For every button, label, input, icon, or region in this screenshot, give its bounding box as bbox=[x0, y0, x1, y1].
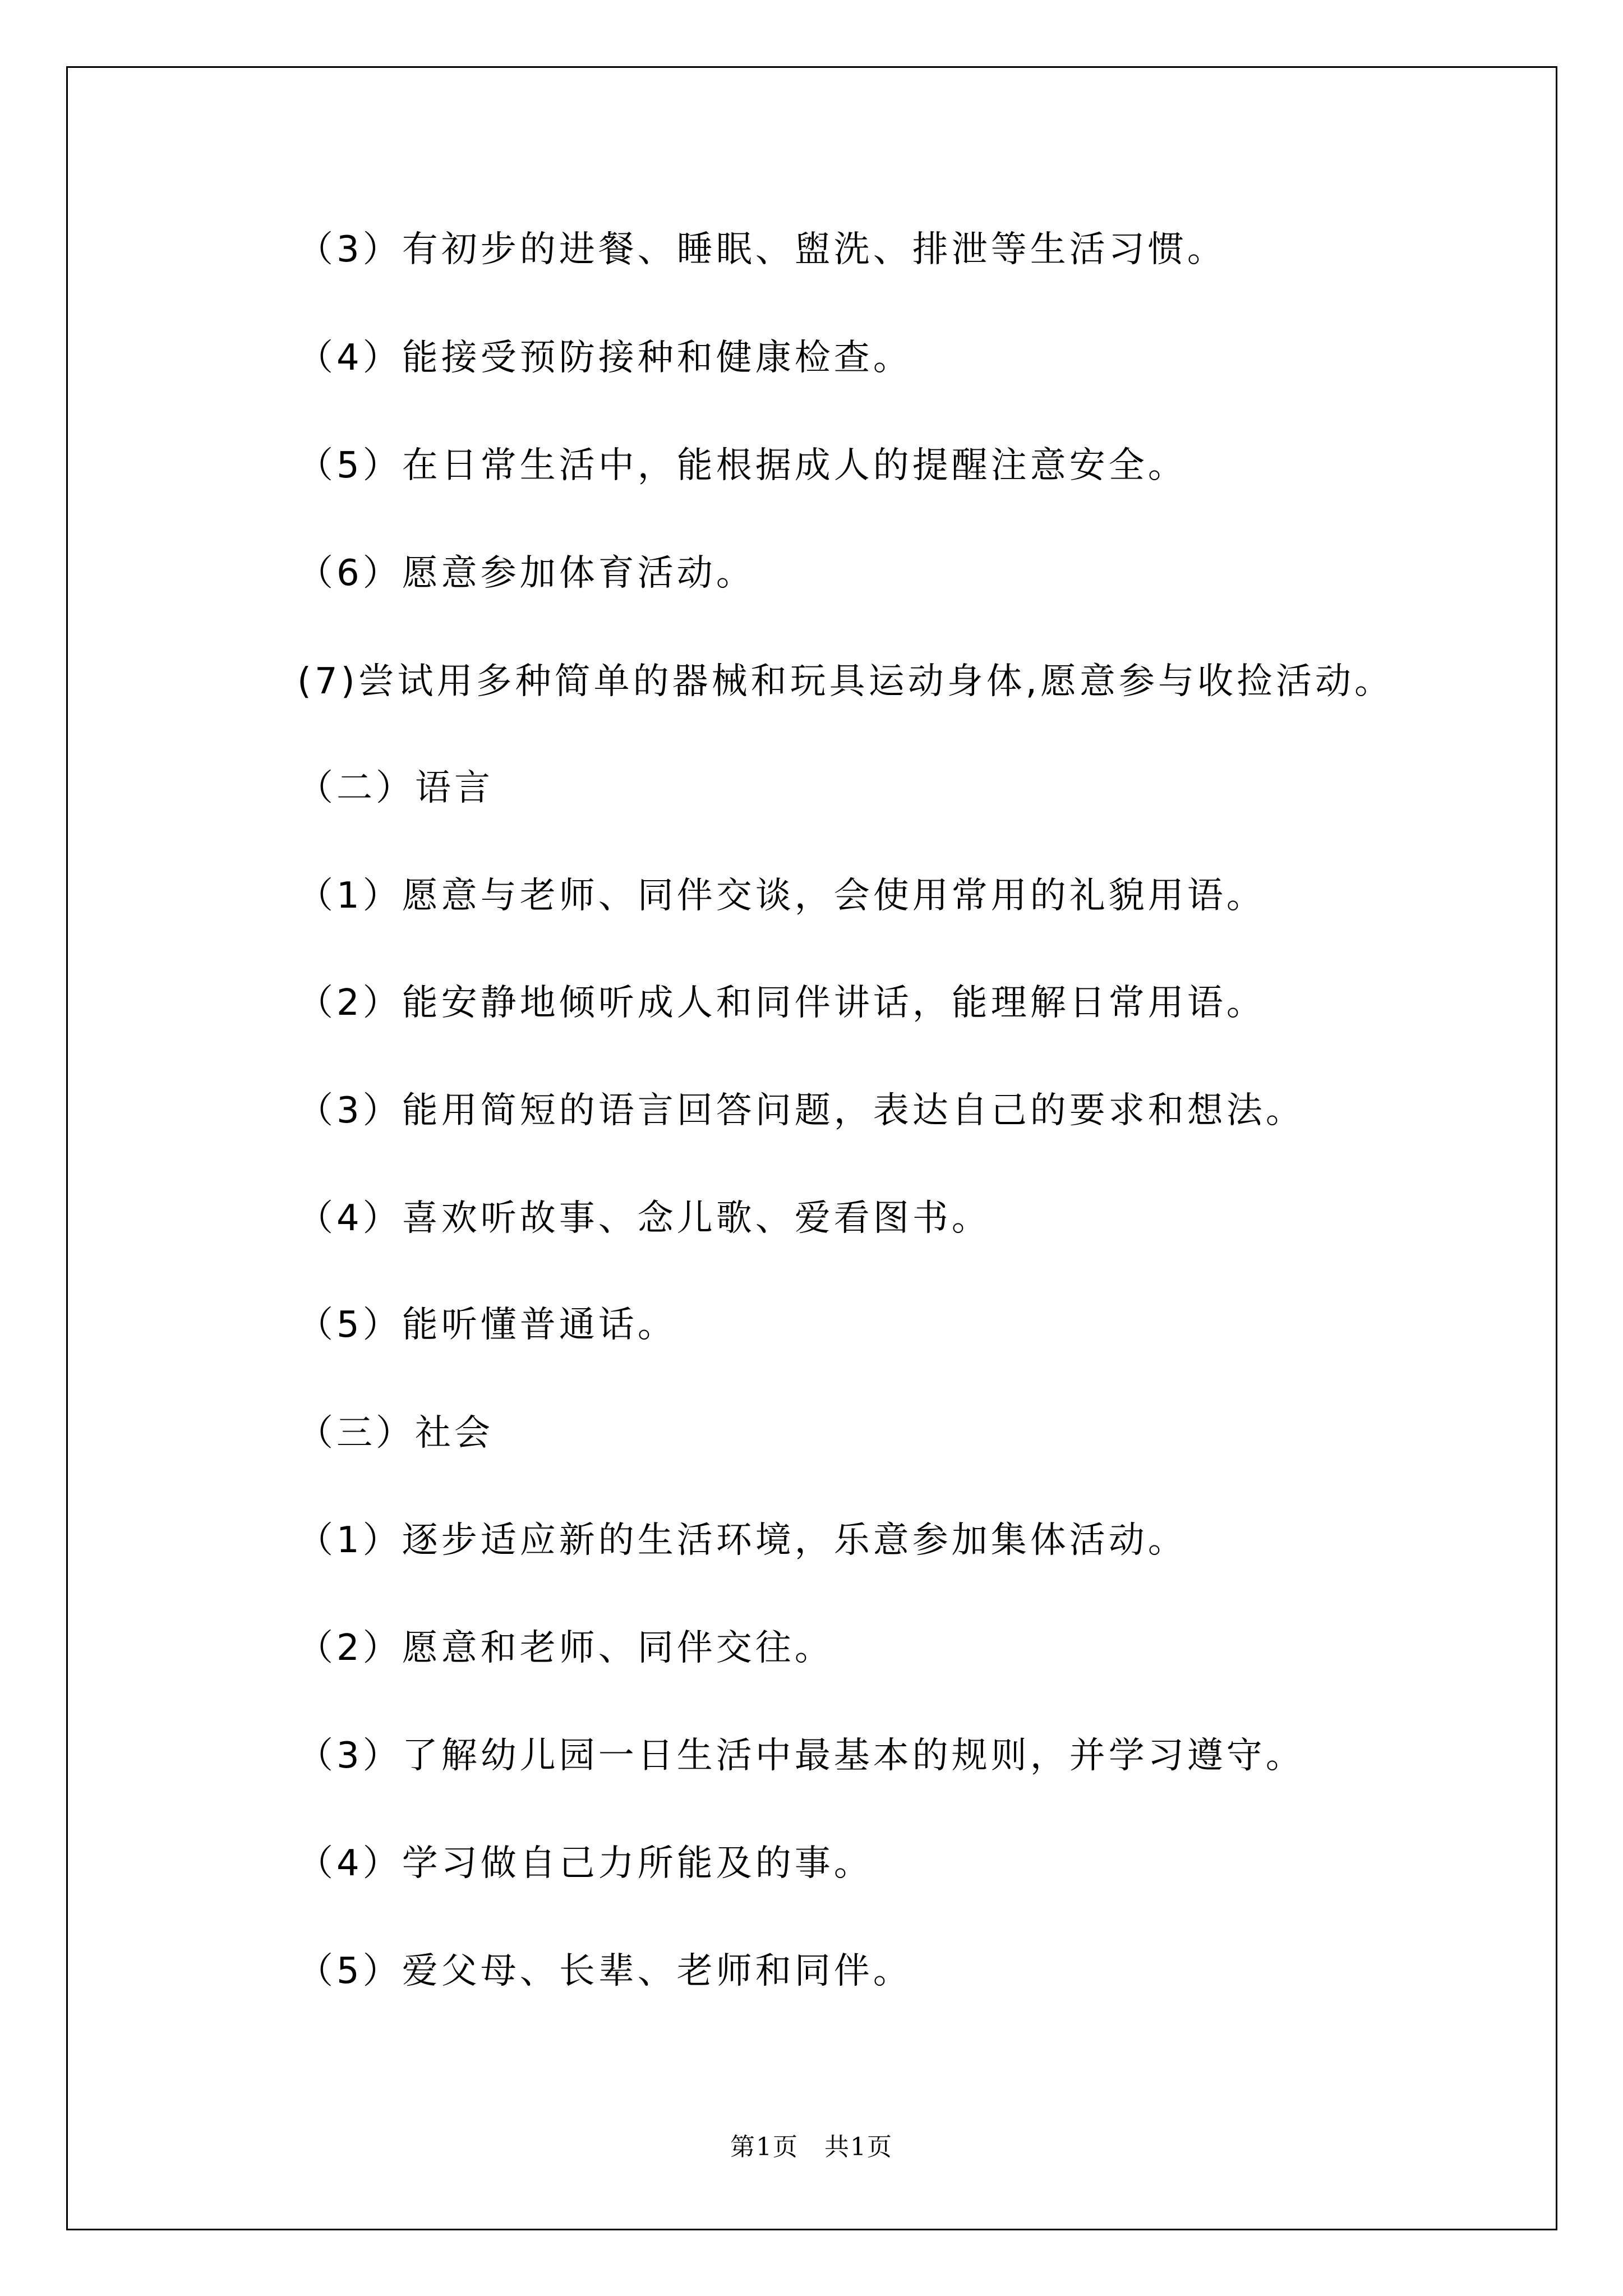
text-line: （3）能用简短的语言回答问题，表达自己的要求和想法。 bbox=[297, 1090, 1305, 1131]
text-line: （6）愿意参加体育活动。 bbox=[297, 553, 755, 594]
text-line: （4）能接受预防接种和健康检查。 bbox=[297, 337, 912, 379]
text-line: （4）喜欢听故事、念儿歌、爱看图书。 bbox=[297, 1198, 991, 1239]
text-line: (7)尝试用多种简单的器械和玩具运动身体,愿意参与收捡活动。 bbox=[297, 661, 1394, 702]
text-line: （2）能安静地倾听成人和同伴讲话，能理解日常用语。 bbox=[297, 982, 1266, 1024]
text-line: （5）在日常生活中，能根据成人的提醒注意安全。 bbox=[297, 445, 1187, 486]
page-border bbox=[66, 66, 1557, 2230]
text-line: （5）能听懂普通话。 bbox=[297, 1304, 677, 1346]
text-line: （2）愿意和老师、同伴交往。 bbox=[297, 1627, 834, 1669]
text-line: （1）愿意与老师、同伴交谈，会使用常用的礼貌用语。 bbox=[297, 875, 1266, 917]
text-line: （3）有初步的进餐、睡眠、盥洗、排泄等生活习惯。 bbox=[297, 229, 1227, 270]
text-line: （5）爱父母、长辈、老师和同伴。 bbox=[297, 1950, 912, 1992]
section-heading: （二）语言 bbox=[297, 767, 494, 809]
text-line: （1）逐步适应新的生活环境，乐意参加集体活动。 bbox=[297, 1520, 1187, 1561]
section-heading: （三）社会 bbox=[297, 1412, 494, 1454]
text-line: （3）了解幼儿园一日生活中最基本的规则，并学习遵守。 bbox=[297, 1735, 1305, 1777]
page-number-footer: 第1页 共1页 bbox=[730, 2133, 893, 2161]
text-line: （4）学习做自己力所能及的事。 bbox=[297, 1843, 873, 1884]
